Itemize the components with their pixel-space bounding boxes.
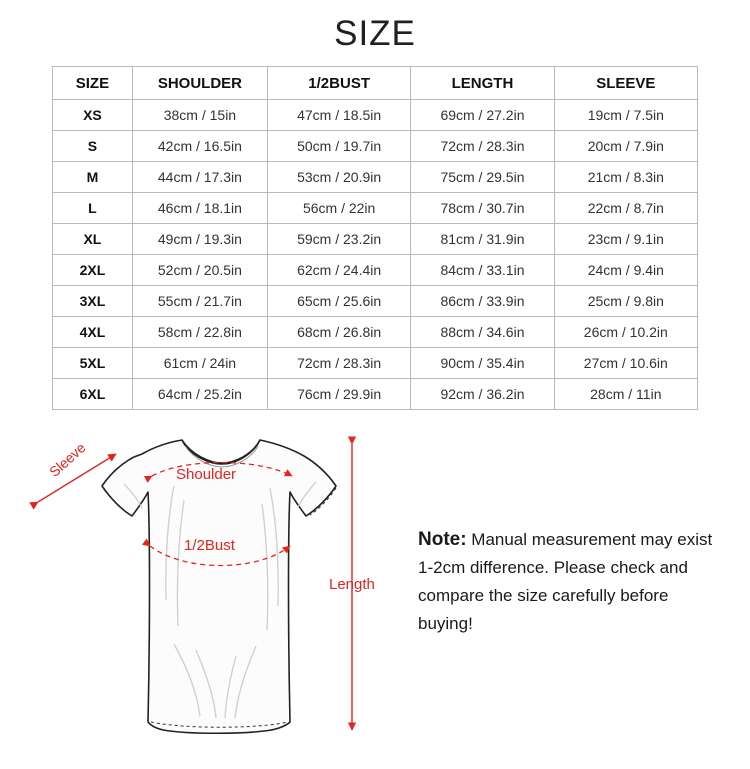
- cell-shoulder: 58cm / 22.8in: [132, 317, 267, 348]
- measurement-diagram-section: [0, 430, 750, 764]
- label-half-bust: 1/2Bust: [184, 537, 235, 554]
- cell-length: 75cm / 29.5in: [411, 162, 554, 193]
- shirt-outline: [102, 440, 336, 733]
- size-table: [52, 66, 698, 410]
- cell-sleeve: 21cm / 8.3in: [554, 162, 697, 193]
- table-row: [53, 131, 698, 162]
- table-row: [53, 162, 698, 193]
- cell-shoulder: 44cm / 17.3in: [132, 162, 267, 193]
- table-row: [53, 193, 698, 224]
- cell-length: 88cm / 34.6in: [411, 317, 554, 348]
- cell-half-bust: 72cm / 28.3in: [267, 348, 410, 379]
- cell-half-bust: 62cm / 24.4in: [267, 255, 410, 286]
- cell-shoulder: 64cm / 25.2in: [132, 379, 267, 410]
- label-sleeve: Sleeve: [46, 439, 89, 480]
- cell-shoulder: 61cm / 24in: [132, 348, 267, 379]
- table-row: [53, 379, 698, 410]
- cell-half-bust: 50cm / 19.7in: [267, 131, 410, 162]
- cell-length: 90cm / 35.4in: [411, 348, 554, 379]
- cell-shoulder: 38cm / 15in: [132, 100, 267, 131]
- cell-sleeve: 19cm / 7.5in: [554, 100, 697, 131]
- cell-shoulder: 52cm / 20.5in: [132, 255, 267, 286]
- column-header-sleeve: SLEEVE: [554, 67, 697, 100]
- table-row: [53, 348, 698, 379]
- cell-sleeve: 23cm / 9.1in: [554, 224, 697, 255]
- cell-sleeve: 25cm / 9.8in: [554, 286, 697, 317]
- cell-size: XS: [53, 100, 133, 131]
- column-header-size: SIZE: [53, 67, 133, 100]
- cell-length: 81cm / 31.9in: [411, 224, 554, 255]
- column-header-half-bust: 1/2BUST: [267, 67, 410, 100]
- label-shoulder: Shoulder: [176, 466, 237, 483]
- cell-size: 6XL: [53, 379, 133, 410]
- column-header-length: LENGTH: [411, 67, 554, 100]
- tshirt-diagram: [24, 430, 404, 764]
- cell-length: 72cm / 28.3in: [411, 131, 554, 162]
- cell-length: 69cm / 27.2in: [411, 100, 554, 131]
- cell-shoulder: 42cm / 16.5in: [132, 131, 267, 162]
- cell-length: 92cm / 36.2in: [411, 379, 554, 410]
- cell-size: XL: [53, 224, 133, 255]
- cell-half-bust: 76cm / 29.9in: [267, 379, 410, 410]
- cell-half-bust: 56cm / 22in: [267, 193, 410, 224]
- cell-length: 84cm / 33.1in: [411, 255, 554, 286]
- cell-sleeve: 28cm / 11in: [554, 379, 697, 410]
- cell-half-bust: 47cm / 18.5in: [267, 100, 410, 131]
- table-row: [53, 224, 698, 255]
- cell-shoulder: 55cm / 21.7in: [132, 286, 267, 317]
- cell-shoulder: 49cm / 19.3in: [132, 224, 267, 255]
- cell-size: 5XL: [53, 348, 133, 379]
- cell-sleeve: 26cm / 10.2in: [554, 317, 697, 348]
- cell-half-bust: 65cm / 25.6in: [267, 286, 410, 317]
- table-row: [53, 286, 698, 317]
- cell-size: 2XL: [53, 255, 133, 286]
- page-title: SIZE: [334, 14, 416, 53]
- cell-size: S: [53, 131, 133, 162]
- cell-size: 3XL: [53, 286, 133, 317]
- note-label: Note:: [418, 529, 467, 550]
- label-length: Length: [329, 576, 375, 593]
- column-header-shoulder: SHOULDER: [132, 67, 267, 100]
- cell-length: 86cm / 33.9in: [411, 286, 554, 317]
- table-row: [53, 317, 698, 348]
- cell-sleeve: 27cm / 10.6in: [554, 348, 697, 379]
- table-row: [53, 100, 698, 131]
- note-text: Manual measurement may exist 1-2cm difference. Please check and compare the size carefully before buying!: [418, 530, 713, 633]
- cell-size: 4XL: [53, 317, 133, 348]
- cell-half-bust: 53cm / 20.9in: [267, 162, 410, 193]
- cell-sleeve: 22cm / 8.7in: [554, 193, 697, 224]
- cell-half-bust: 68cm / 26.8in: [267, 317, 410, 348]
- size-chart-page: [0, 14, 750, 764]
- cell-half-bust: 59cm / 23.2in: [267, 224, 410, 255]
- cell-length: 78cm / 30.7in: [411, 193, 554, 224]
- note-block: [418, 526, 724, 638]
- table-row: [53, 255, 698, 286]
- cell-size: L: [53, 193, 133, 224]
- cell-shoulder: 46cm / 18.1in: [132, 193, 267, 224]
- cell-size: M: [53, 162, 133, 193]
- table-header-row: [53, 67, 698, 100]
- cell-sleeve: 24cm / 9.4in: [554, 255, 697, 286]
- cell-sleeve: 20cm / 7.9in: [554, 131, 697, 162]
